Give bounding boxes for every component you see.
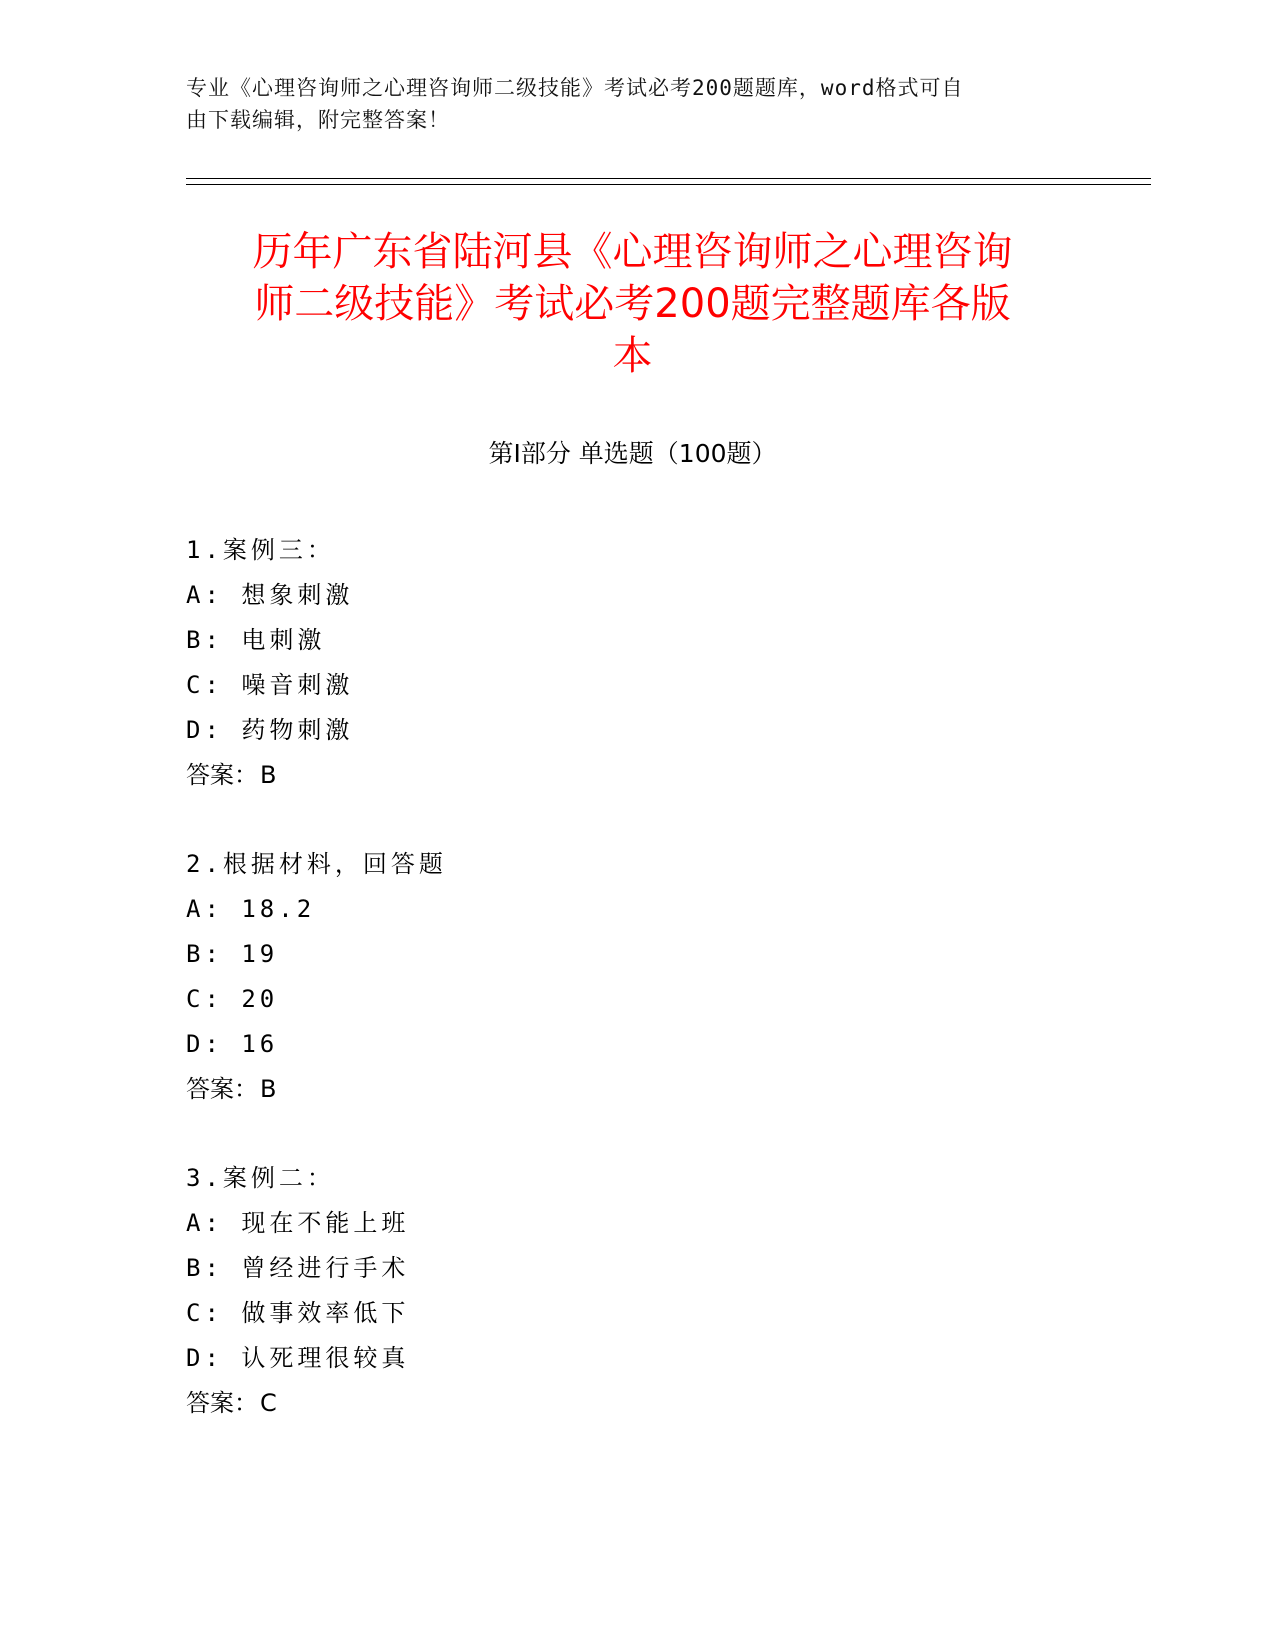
header-note-line-2: 由下载编辑，附完整答案！ xyxy=(186,108,450,132)
header-note xyxy=(186,72,1066,136)
option-c: C: 做事效率低下 xyxy=(186,1299,410,1327)
option-c: C: 20 xyxy=(186,985,279,1013)
section-title: 第Ⅰ部分 单选题（100题） xyxy=(488,439,777,468)
question-stem: 3.案例二： xyxy=(186,1164,335,1192)
option-d: D: 16 xyxy=(186,1030,279,1058)
option-a: A: 想象刺激 xyxy=(186,581,354,609)
question-stem: 1.案例三： xyxy=(186,536,335,564)
question-list xyxy=(186,528,1086,1470)
header-divider-bottom xyxy=(186,184,1151,185)
header-note-line-1: 专业《心理咨询师之心理咨询师二级技能》考试必考200题题库，word格式可自 xyxy=(186,76,964,100)
option-b: B: 19 xyxy=(186,940,279,968)
answer-label: 答案： xyxy=(186,1389,258,1417)
answer-label: 答案： xyxy=(186,1075,258,1103)
option-d: D: 药物刺激 xyxy=(186,716,354,744)
question-1 xyxy=(186,528,1086,798)
option-d: D: 认死理很较真 xyxy=(186,1344,410,1372)
question-3 xyxy=(186,1156,1086,1426)
answer-value: B xyxy=(260,1075,277,1103)
answer-line xyxy=(186,1381,1086,1426)
answer-value: B xyxy=(260,761,277,789)
answer-value: C xyxy=(260,1389,277,1417)
document-title-line-1: 历年广东省陆河县《心理咨询师之心理咨询 xyxy=(252,229,1013,275)
document-title-line-3: 本 xyxy=(612,333,653,379)
question-2 xyxy=(186,842,1086,1112)
document-title xyxy=(186,226,1079,382)
header-divider-top xyxy=(186,178,1151,179)
question-stem: 2.根据材料，回答题 xyxy=(186,850,447,878)
option-a: A: 18.2 xyxy=(186,895,316,923)
document-title-line-2: 师二级技能》考试必考200题完整题库各版 xyxy=(254,281,1011,327)
option-b: B: 曾经进行手术 xyxy=(186,1254,410,1282)
option-b: B: 电刺激 xyxy=(186,626,326,654)
answer-line xyxy=(186,753,1086,798)
option-c: C: 噪音刺激 xyxy=(186,671,354,699)
answer-line xyxy=(186,1067,1086,1112)
answer-label: 答案： xyxy=(186,761,258,789)
option-a: A: 现在不能上班 xyxy=(186,1209,410,1237)
